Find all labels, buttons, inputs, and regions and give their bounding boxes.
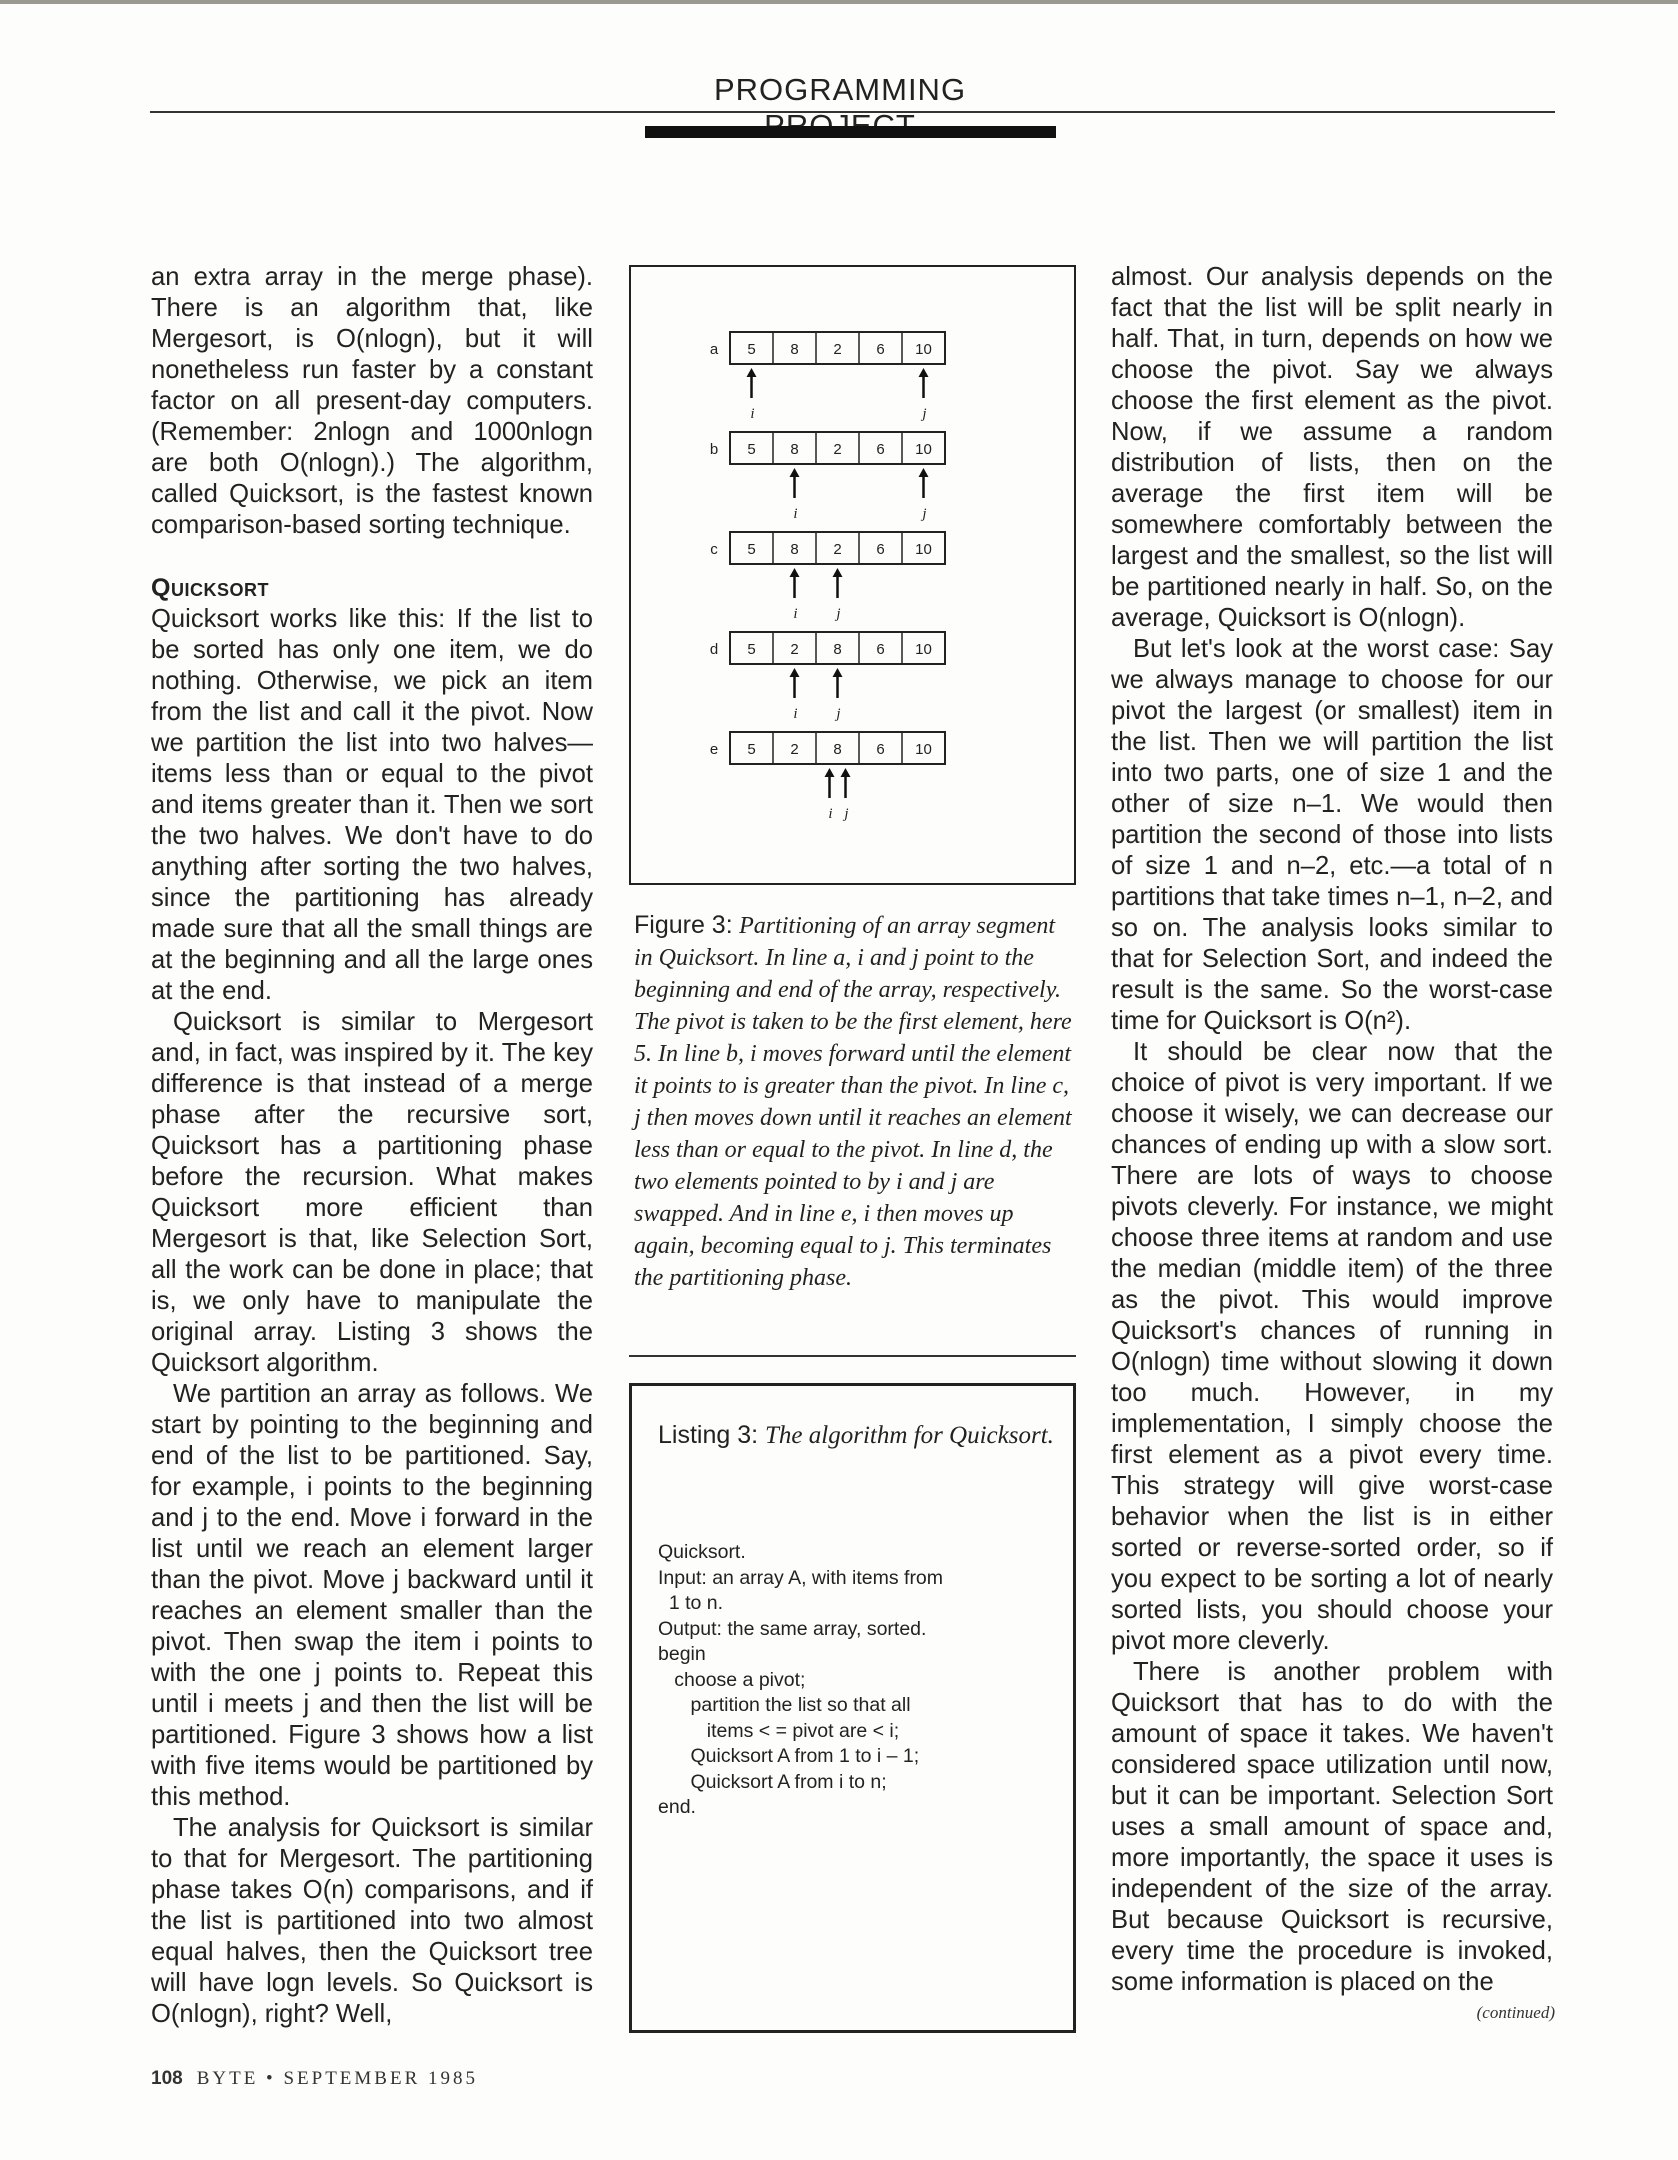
cell-value: 6: [876, 741, 885, 758]
top-edge-line: [0, 0, 1678, 4]
i-pointer-label: i: [828, 806, 833, 822]
j-pointer-label: j: [922, 406, 927, 422]
cell-value: 2: [790, 641, 799, 658]
paragraph: Quicksort is similar to Mergesort and, in fact, was inspired by it. The key difference is that instead of a merge phase after the recursive sort, Quicksort has a partitioning phase before the recursion. What makes Quicksort more efficient than Mergesort is that, like Selection Sort, all the work can be done in place; that is, we only have to manipulate the original array. Listing 3 shows the Quicksort algorithm.: [151, 1008, 593, 1377]
cell-value: 2: [833, 541, 842, 558]
i-pointer-head: [747, 368, 757, 377]
i-pointer-label: i: [793, 506, 798, 522]
j-pointer-head: [833, 668, 843, 677]
cell-value: 5: [747, 741, 756, 758]
listing-title: [658, 1420, 1058, 1451]
figure-caption: [634, 910, 1074, 1294]
code-line: Quicksort A from 1 to i – 1;: [658, 1745, 920, 1767]
cell-value: 10: [915, 441, 932, 458]
j-pointer-head: [833, 568, 843, 577]
code-line: partition the list so that all: [658, 1694, 911, 1716]
cell-value: 8: [790, 341, 799, 358]
code-line: Input: an array A, with items from: [658, 1566, 944, 1589]
j-pointer-label: j: [922, 506, 927, 522]
cell-value: 2: [833, 341, 842, 358]
cell-value: 5: [747, 441, 756, 458]
code-line: 1 to n.: [658, 1592, 724, 1614]
caption-label: Figure 3:: [634, 911, 733, 939]
caption-text: Partitioning of an array segment in Quicksort. In line a, i and j point to the beginning and end of the array, respectively. The pivot is taken to be the first element, here 5. In line b, i moves forward until the element it points to is greater than the pivot. In line c, j then moves down until it reaches an element less than or equal to the pivot. In line d, the two elements pointed to by i and j are swapped. And in line e, i then moves up again, becoming equal to j. This terminates the partitioning phase.: [634, 913, 1072, 1291]
paragraph: There is another problem with Quicksort that has to do with the amount of space it takes. We haven't considered space utilization until now, but it can be important. Selection Sort uses a small amount of space and, more importantly, the space it uses is independent of the size of the array. But because Quicksort is recursive, every time the procedure is invoked, some information is placed on the: [1111, 1658, 1553, 1996]
column-left: [151, 262, 593, 2030]
cell-value: 10: [915, 641, 932, 658]
paragraph: almost. Our analysis depends on the fact that the list will be split nearly in half. That, in turn, depends on how we choose the pivot. Say we always choose the first element as the pivot. Now, if we assume a random distribution of lists, then on the average the first item will be somewhere comfortably between the largest and the smallest, so the list will be partitioned nearly in half. So, on the average, Quicksort is O(nlogn).: [1111, 263, 1553, 632]
code-line: Output: the same array, sorted.: [658, 1617, 927, 1640]
cell-value: 5: [747, 341, 756, 358]
cell-value: 5: [747, 641, 756, 658]
row-label: e: [709, 741, 719, 758]
listing-code: [658, 1540, 1068, 1821]
figure-3-box: [629, 265, 1076, 885]
code-line: items < = pivot are < i;: [658, 1719, 900, 1742]
page-number: 108: [151, 2068, 183, 2089]
i-pointer-label: i: [750, 406, 755, 422]
paragraph: The analysis for Quicksort is similar to that for Mergesort. The partitioning phase takes O(n) comparisons, and if the list is partitioned into two almost equal halves, then the Quicksort tree will have logn levels. So Quicksort is O(nlogn), right? Well,: [151, 1814, 593, 2028]
i-pointer-head: [825, 768, 835, 777]
paragraph: But let's look at the worst case: Say we always manage to choose for our pivot the largest (or smallest) item in the list. Then we will partition the list into two parts, one of size 1 and the other of size n–1. We would then partition the second of those into lists of size 1 and n–2, etc.—a total of n partitions that take times n–1, n–2, and so on. The analysis looks similar to that for Selection Sort, and indeed the result is the same. So the worst-case time for Quicksort is O(n²).: [1111, 635, 1553, 1035]
code-line: Quicksort.: [658, 1541, 746, 1563]
cell-value: 8: [833, 741, 842, 758]
code-line: end.: [658, 1796, 696, 1818]
paragraph: Quicksort works like this: If the list to be sorted has only one item, we do nothing. Otherwise, we pick an item from the list and call it the pivot. Now we partition the list into two halves—items less than or equal to the pivot and items greater than it. Then we sort the two halves. We don't have to do anything after sorting the two halves, since the partitioning has already made sure that all the small things are at the beginning and all the large ones at the end.: [151, 605, 593, 1005]
code-line: choose a pivot;: [658, 1668, 806, 1691]
cell-value: 2: [833, 441, 842, 458]
row-label: d: [709, 641, 719, 658]
j-pointer-head: [919, 368, 929, 377]
cell-value: 10: [915, 341, 932, 358]
code-line: Quicksort A from i to n;: [658, 1770, 887, 1793]
header-bar: [645, 126, 1056, 138]
magazine-issue: BYTE • SEPTEMBER 1985: [196, 2068, 479, 2089]
section-heading: Quicksort: [151, 574, 269, 602]
partition-diagram: [631, 267, 1078, 887]
i-pointer-head: [790, 468, 800, 477]
column-right: [1111, 262, 1553, 1998]
code-line: begin: [658, 1643, 706, 1665]
cell-value: 6: [876, 341, 885, 358]
i-pointer-label: i: [793, 606, 798, 622]
row-label: b: [709, 441, 719, 458]
row-label: a: [709, 341, 719, 358]
cell-value: 2: [790, 741, 799, 758]
cell-value: 6: [876, 641, 885, 658]
cell-value: 8: [790, 441, 799, 458]
listing-label: Listing 3:: [658, 1421, 759, 1449]
j-pointer-head: [919, 468, 929, 477]
cell-value: 8: [790, 541, 799, 558]
listing-title-text: The algorithm for Quicksort.: [765, 1422, 1054, 1449]
header-rule: [150, 111, 1555, 113]
caption-rule: [629, 1355, 1076, 1357]
i-pointer-head: [790, 668, 800, 677]
cell-value: 10: [915, 541, 932, 558]
cell-value: 6: [876, 541, 885, 558]
paragraph: We partition an array as follows. We start by pointing to the beginning and end of the list to be partitioned. Say, for example, i points to the beginning and j to the end. Move i forward in the list until we reach an element larger than the pivot. Move j backward until it reaches an element smaller than the pivot. Then swap the item i points to with the one j points to. Repeat this until i meets j and then the list will be partitioned. Figure 3 shows how a list with five items would be partitioned by this method.: [151, 1380, 593, 1811]
j-pointer-head: [841, 768, 851, 777]
page-footer: [151, 2068, 478, 2090]
row-label: c: [710, 541, 718, 558]
cell-value: 10: [915, 741, 932, 758]
cell-value: 6: [876, 441, 885, 458]
paragraph: It should be clear now that the choice of pivot is very important. If we choose it wisely, we can decrease our chances of ending up with a slow sort. There are lots of ways to choose pivots cleverly. For instance, we might choose three items at random and use the median (middle item) of the three as the pivot. This would improve Quicksort's chances of running in O(nlogn) time without slowing it down too much. However, in my implementation, I simply choose the first element as a pivot every time. This strategy will give worst-case behavior when the list is in either sorted or reverse-sorted order, so if you expect to be sorting a lot of nearly sorted lists, you should choose your pivot more cleverly.: [1111, 1038, 1553, 1655]
j-pointer-label: j: [836, 606, 841, 622]
i-pointer-label: i: [793, 706, 798, 722]
cell-value: 8: [833, 641, 842, 658]
j-pointer-label: j: [836, 706, 841, 722]
continued-note: (continued): [1476, 2003, 1555, 2022]
cell-value: 5: [747, 541, 756, 558]
i-pointer-head: [790, 568, 800, 577]
section-title: PROGRAMMING: [713, 72, 967, 107]
j-pointer-label: j: [844, 806, 849, 822]
paragraph: an extra array in the merge phase). There is an algorithm that, like Mergesort, is O(nlogn), but it will nonetheless run faster by a constant factor on all present-day computers. (Remember: 2nlogn and 1000nlogn are both O(nlogn).) The algorithm, called Quicksort, is the fastest known comparison-based sorting technique.: [151, 263, 593, 539]
